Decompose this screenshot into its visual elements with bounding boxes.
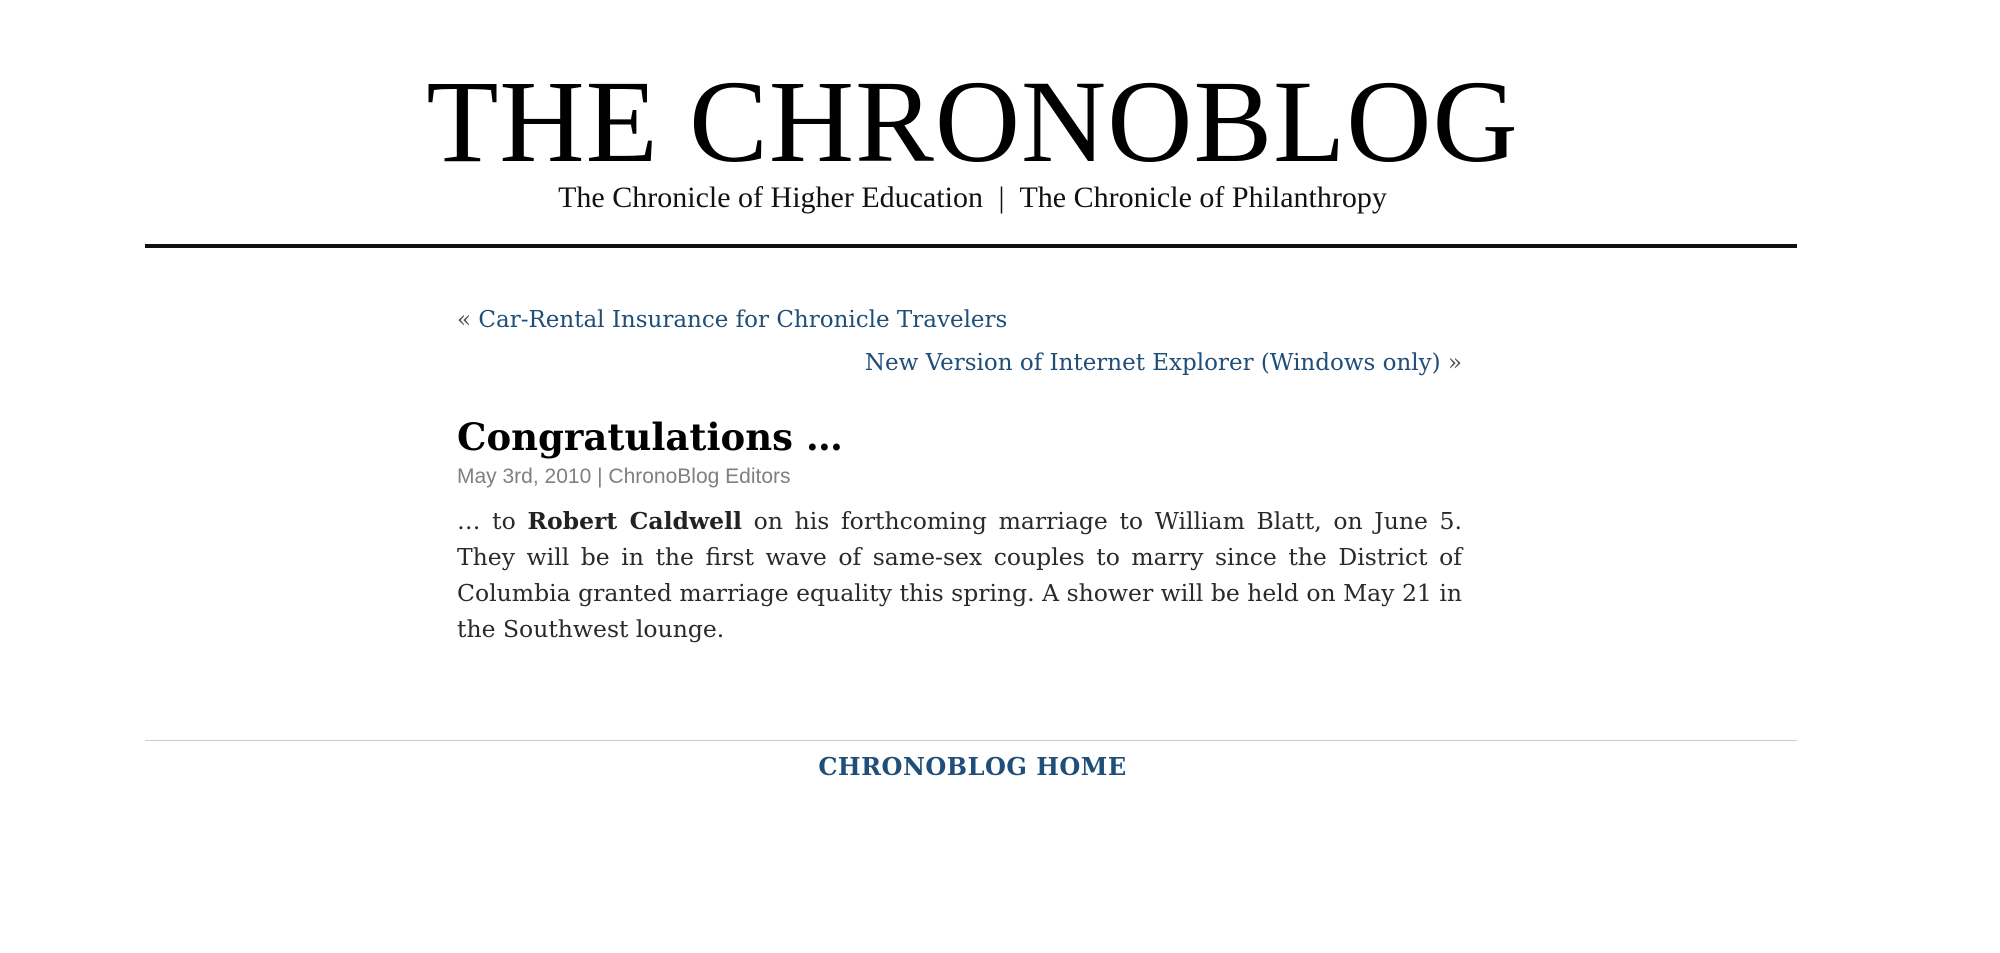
subtitle-philanthropy: The Chronicle of Philanthropy bbox=[1019, 181, 1387, 214]
subtitle-separator: | bbox=[998, 181, 1005, 214]
previous-arrow-icon: « bbox=[457, 307, 472, 333]
next-post-link[interactable]: New Version of Internet Explorer (Windows only) bbox=[864, 350, 1441, 376]
chronoblog-home-link[interactable]: CHRONOBLOG HOME bbox=[818, 752, 1127, 781]
footer-divider bbox=[145, 740, 1797, 741]
body-text: on his forthcoming marriage to William Blatt, on June 5. They will be in the first wave of same-sex couples to marry since the District of Columbia granted marriage equality this spring. A shower will be held on May 21 in the Southwest lounge. bbox=[457, 507, 1462, 643]
post-meta bbox=[457, 464, 791, 490]
meta-separator: | bbox=[597, 465, 603, 488]
site-masthead: THE CHRONOBLOG bbox=[426, 56, 1519, 187]
footer-nav bbox=[0, 751, 1945, 783]
previous-post-nav bbox=[457, 305, 1007, 335]
subtitle-higher-education: The Chronicle of Higher Education bbox=[558, 181, 983, 214]
masthead-subtitle bbox=[0, 180, 1945, 216]
post-author: ChronoBlog Editors bbox=[608, 465, 791, 488]
header-divider bbox=[145, 244, 1797, 248]
next-post-nav bbox=[865, 348, 1462, 378]
post-title: Congratulations … bbox=[457, 415, 843, 459]
next-arrow-icon: » bbox=[1447, 350, 1462, 376]
body-prefix: … to bbox=[457, 507, 528, 535]
body-bold-name: Robert Caldwell bbox=[527, 507, 742, 535]
post-date: May 3rd, 2010 bbox=[457, 465, 592, 488]
post-body bbox=[457, 503, 1462, 647]
previous-post-link[interactable]: Car-Rental Insurance for Chronicle Travelers bbox=[478, 307, 1008, 333]
